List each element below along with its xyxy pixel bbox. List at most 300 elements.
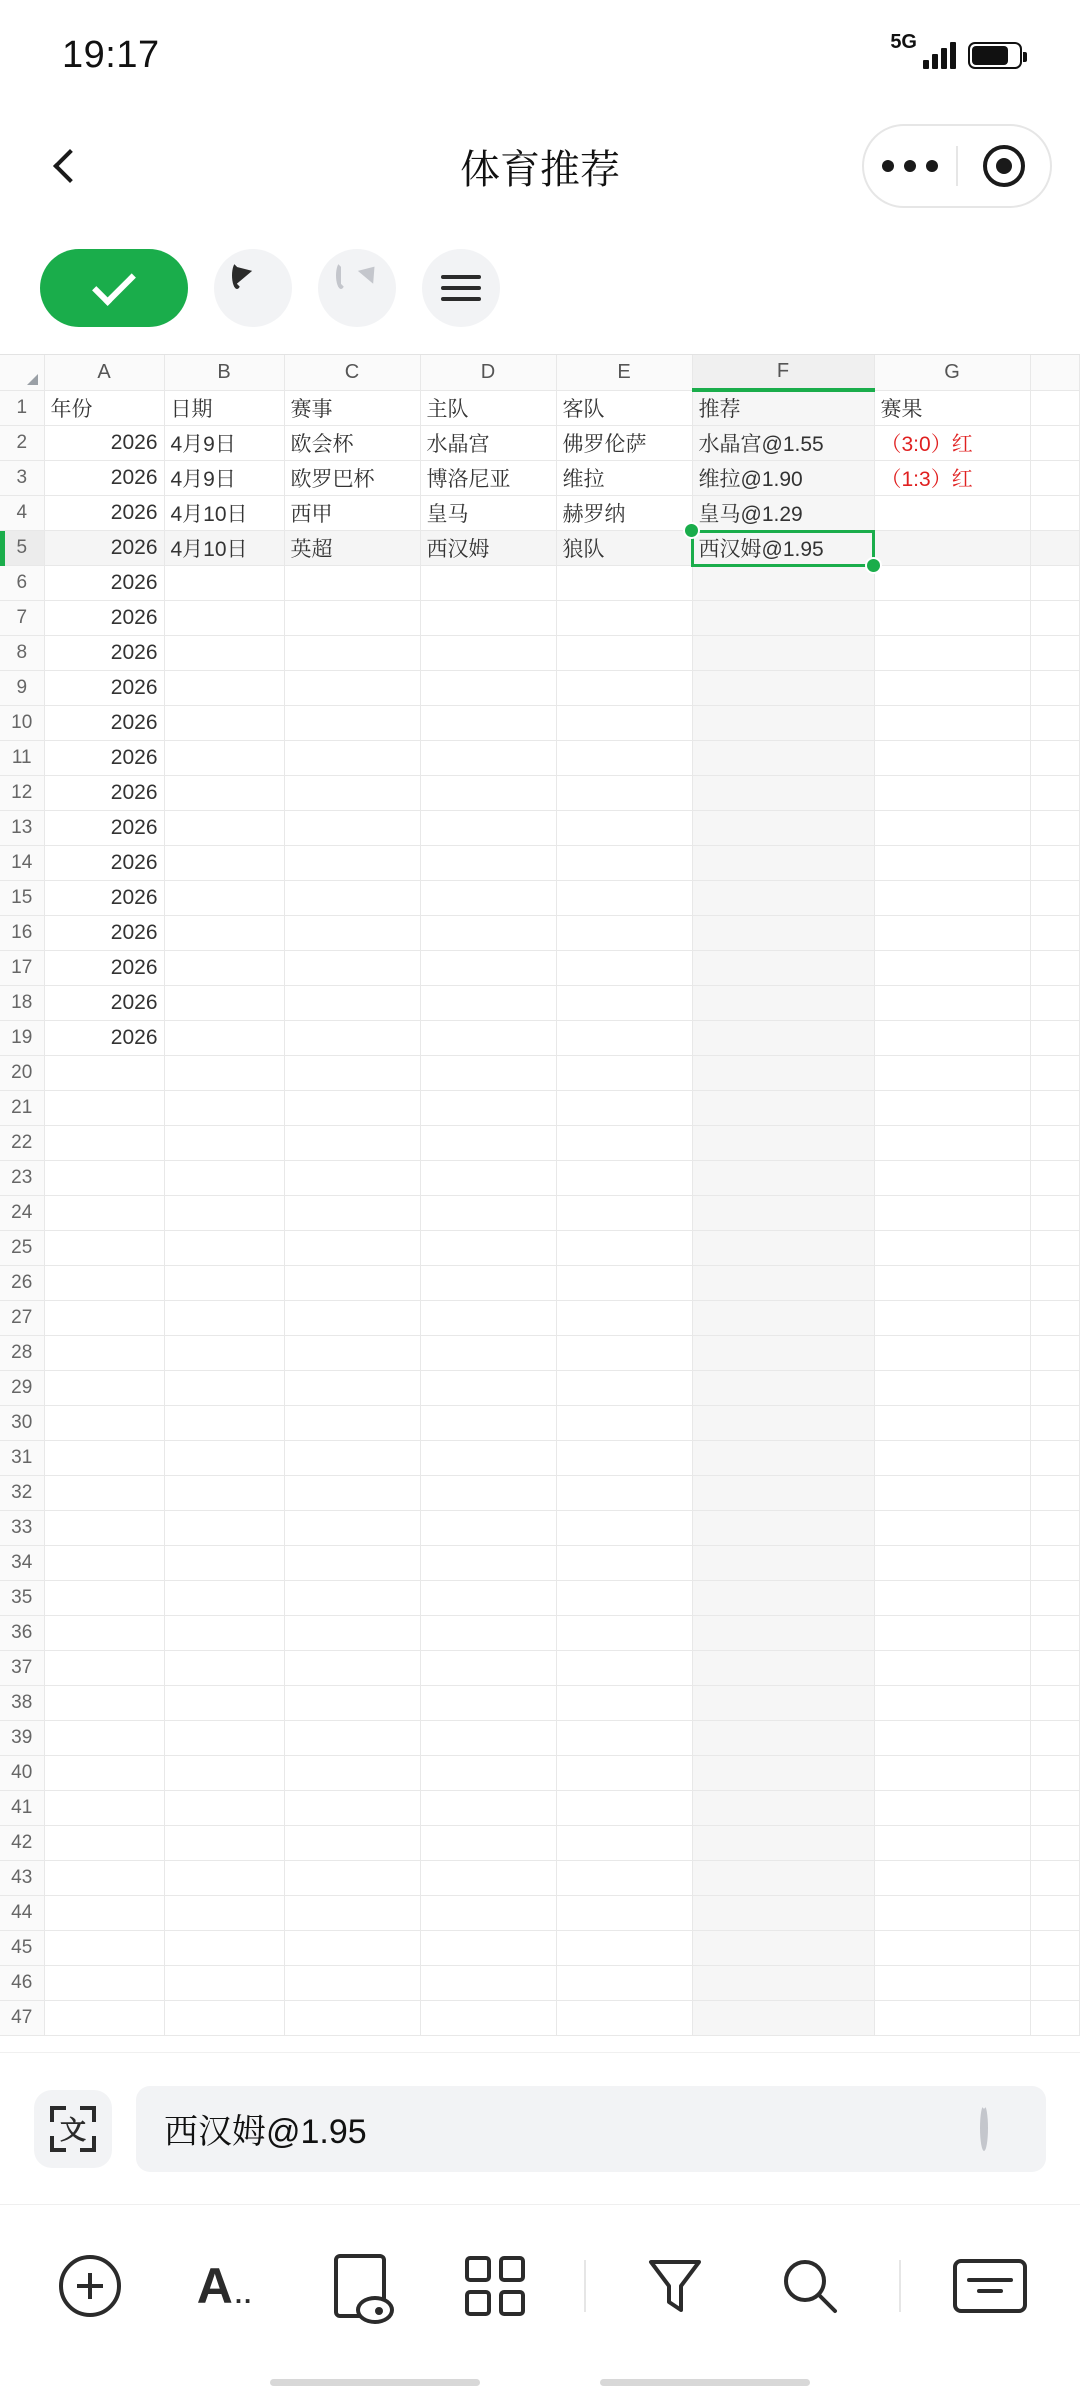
cell-D37[interactable] bbox=[420, 1650, 556, 1685]
cell-G7[interactable] bbox=[874, 600, 1030, 635]
cell-G38[interactable] bbox=[874, 1685, 1030, 1720]
cell-F24[interactable] bbox=[692, 1195, 874, 1230]
cell-B40[interactable] bbox=[164, 1755, 284, 1790]
cell-F10[interactable] bbox=[692, 705, 874, 740]
spreadsheet-body[interactable] bbox=[0, 390, 1080, 2035]
cell-G31[interactable] bbox=[874, 1440, 1030, 1475]
table-row[interactable] bbox=[0, 1160, 1080, 1195]
cell-B19[interactable] bbox=[164, 1020, 284, 1055]
cell-G25[interactable] bbox=[874, 1230, 1030, 1265]
cell-C38[interactable] bbox=[284, 1685, 420, 1720]
cell-E33[interactable] bbox=[556, 1510, 692, 1545]
cell-G6[interactable] bbox=[874, 565, 1030, 600]
table-row[interactable] bbox=[0, 1300, 1080, 1335]
formula-scan-icon[interactable]: 文 bbox=[34, 2090, 112, 2168]
cell-B6[interactable] bbox=[164, 565, 284, 600]
cell-C44[interactable] bbox=[284, 1895, 420, 1930]
cell-G10[interactable] bbox=[874, 705, 1030, 740]
cell-D17[interactable] bbox=[420, 950, 556, 985]
table-row[interactable] bbox=[0, 1755, 1080, 1790]
cell-H46[interactable] bbox=[1030, 1965, 1080, 2000]
cell-D15[interactable] bbox=[420, 880, 556, 915]
row-header-4[interactable]: 4 bbox=[0, 495, 44, 530]
table-row[interactable] bbox=[0, 1195, 1080, 1230]
table-row[interactable] bbox=[0, 2000, 1080, 2035]
spreadsheet[interactable] bbox=[0, 354, 1080, 2036]
cell-H9[interactable] bbox=[1030, 670, 1080, 705]
cell-E35[interactable] bbox=[556, 1580, 692, 1615]
undo-button[interactable] bbox=[214, 249, 292, 327]
cell-H31[interactable] bbox=[1030, 1440, 1080, 1475]
table-row[interactable] bbox=[0, 1055, 1080, 1090]
cell-D22[interactable] bbox=[420, 1125, 556, 1160]
cell-B43[interactable] bbox=[164, 1860, 284, 1895]
cell-B12[interactable] bbox=[164, 775, 284, 810]
cell-H21[interactable] bbox=[1030, 1090, 1080, 1125]
cell-B16[interactable] bbox=[164, 915, 284, 950]
cell-G42[interactable] bbox=[874, 1825, 1030, 1860]
cell-F16[interactable] bbox=[692, 915, 874, 950]
cell-C13[interactable] bbox=[284, 810, 420, 845]
table-row[interactable] bbox=[0, 705, 1080, 740]
table-row[interactable] bbox=[0, 1020, 1080, 1055]
row-header-11[interactable]: 11 bbox=[0, 740, 44, 775]
cell-F27[interactable] bbox=[692, 1300, 874, 1335]
cell-E32[interactable] bbox=[556, 1475, 692, 1510]
cell-C36[interactable] bbox=[284, 1615, 420, 1650]
cell-H6[interactable] bbox=[1030, 565, 1080, 600]
row-header-8[interactable]: 8 bbox=[0, 635, 44, 670]
row-header-9[interactable]: 9 bbox=[0, 670, 44, 705]
cell-A17[interactable]: 2026 bbox=[44, 950, 164, 985]
cell-B8[interactable] bbox=[164, 635, 284, 670]
cell-A42[interactable] bbox=[44, 1825, 164, 1860]
cell-G26[interactable] bbox=[874, 1265, 1030, 1300]
cell-H29[interactable] bbox=[1030, 1370, 1080, 1405]
cell-H1[interactable] bbox=[1030, 390, 1080, 425]
row-header-20[interactable]: 20 bbox=[0, 1055, 44, 1090]
row-header-25[interactable]: 25 bbox=[0, 1230, 44, 1265]
cell-C23[interactable] bbox=[284, 1160, 420, 1195]
cell-G16[interactable] bbox=[874, 915, 1030, 950]
row-header-22[interactable]: 22 bbox=[0, 1125, 44, 1160]
cell-B21[interactable] bbox=[164, 1090, 284, 1125]
cell-F17[interactable] bbox=[692, 950, 874, 985]
column-header-E[interactable]: E bbox=[556, 355, 692, 390]
cell-F26[interactable] bbox=[692, 1265, 874, 1300]
cell-D40[interactable] bbox=[420, 1755, 556, 1790]
cell-C32[interactable] bbox=[284, 1475, 420, 1510]
cell-F39[interactable] bbox=[692, 1720, 874, 1755]
more-dots-icon[interactable] bbox=[864, 160, 956, 172]
cell-F11[interactable] bbox=[692, 740, 874, 775]
table-row[interactable] bbox=[0, 1615, 1080, 1650]
cell-C40[interactable] bbox=[284, 1755, 420, 1790]
table-row[interactable] bbox=[0, 1335, 1080, 1370]
row-header-17[interactable]: 17 bbox=[0, 950, 44, 985]
cell-A45[interactable] bbox=[44, 1930, 164, 1965]
cell-H40[interactable] bbox=[1030, 1755, 1080, 1790]
cell-B39[interactable] bbox=[164, 1720, 284, 1755]
table-row[interactable] bbox=[0, 1510, 1080, 1545]
table-row[interactable] bbox=[0, 635, 1080, 670]
cell-F40[interactable] bbox=[692, 1755, 874, 1790]
cell-G30[interactable] bbox=[874, 1405, 1030, 1440]
redo-button[interactable] bbox=[318, 249, 396, 327]
cell-A21[interactable] bbox=[44, 1090, 164, 1125]
cell-H8[interactable] bbox=[1030, 635, 1080, 670]
cell-F13[interactable] bbox=[692, 810, 874, 845]
cell-D47[interactable] bbox=[420, 2000, 556, 2035]
cell-D23[interactable] bbox=[420, 1160, 556, 1195]
row-header-23[interactable]: 23 bbox=[0, 1160, 44, 1195]
cell-C9[interactable] bbox=[284, 670, 420, 705]
table-row[interactable] bbox=[0, 1930, 1080, 1965]
cell-B5[interactable]: 4月10日 bbox=[164, 530, 284, 565]
cell-G40[interactable] bbox=[874, 1755, 1030, 1790]
cell-B10[interactable] bbox=[164, 705, 284, 740]
cell-F32[interactable] bbox=[692, 1475, 874, 1510]
row-header-38[interactable]: 38 bbox=[0, 1685, 44, 1720]
cell-G19[interactable] bbox=[874, 1020, 1030, 1055]
reset-icon[interactable] bbox=[980, 2109, 1020, 2149]
row-header-39[interactable]: 39 bbox=[0, 1720, 44, 1755]
row-header-16[interactable]: 16 bbox=[0, 915, 44, 950]
cell-A26[interactable] bbox=[44, 1265, 164, 1300]
cell-E13[interactable] bbox=[556, 810, 692, 845]
cell-C19[interactable] bbox=[284, 1020, 420, 1055]
column-header-D[interactable]: D bbox=[420, 355, 556, 390]
table-row[interactable] bbox=[0, 1545, 1080, 1580]
cell-B37[interactable] bbox=[164, 1650, 284, 1685]
cell-C5[interactable]: 英超 bbox=[284, 530, 420, 565]
cell-G3[interactable]: （1:3）红 bbox=[874, 460, 1030, 495]
cell-D21[interactable] bbox=[420, 1090, 556, 1125]
cell-E7[interactable] bbox=[556, 600, 692, 635]
row-header-31[interactable]: 31 bbox=[0, 1440, 44, 1475]
cell-G9[interactable] bbox=[874, 670, 1030, 705]
cell-F19[interactable] bbox=[692, 1020, 874, 1055]
cell-F20[interactable] bbox=[692, 1055, 874, 1090]
cell-A14[interactable]: 2026 bbox=[44, 845, 164, 880]
cell-E1[interactable]: 客队 bbox=[556, 390, 692, 425]
row-header-43[interactable]: 43 bbox=[0, 1860, 44, 1895]
table-row[interactable] bbox=[0, 1265, 1080, 1300]
cell-F5[interactable]: 西汉姆@1.95 bbox=[692, 530, 874, 565]
cell-F44[interactable] bbox=[692, 1895, 874, 1930]
cell-B2[interactable]: 4月9日 bbox=[164, 425, 284, 460]
row-header-29[interactable]: 29 bbox=[0, 1370, 44, 1405]
cell-B33[interactable] bbox=[164, 1510, 284, 1545]
row-header-41[interactable]: 41 bbox=[0, 1790, 44, 1825]
cell-B4[interactable]: 4月10日 bbox=[164, 495, 284, 530]
cell-B34[interactable] bbox=[164, 1545, 284, 1580]
cell-B35[interactable] bbox=[164, 1580, 284, 1615]
table-row[interactable] bbox=[0, 950, 1080, 985]
cell-D45[interactable] bbox=[420, 1930, 556, 1965]
cell-C47[interactable] bbox=[284, 2000, 420, 2035]
cell-A41[interactable] bbox=[44, 1790, 164, 1825]
select-all-corner[interactable] bbox=[0, 355, 44, 390]
cell-G46[interactable] bbox=[874, 1965, 1030, 2000]
table-row[interactable] bbox=[0, 1475, 1080, 1510]
cell-A9[interactable]: 2026 bbox=[44, 670, 164, 705]
row-header-44[interactable]: 44 bbox=[0, 1895, 44, 1930]
cell-D26[interactable] bbox=[420, 1265, 556, 1300]
cell-D38[interactable] bbox=[420, 1685, 556, 1720]
cell-G12[interactable] bbox=[874, 775, 1030, 810]
add-button[interactable] bbox=[44, 2240, 136, 2332]
column-header-B[interactable]: B bbox=[164, 355, 284, 390]
row-header-47[interactable]: 47 bbox=[0, 2000, 44, 2035]
row-header-36[interactable]: 36 bbox=[0, 1615, 44, 1650]
cell-A16[interactable]: 2026 bbox=[44, 915, 164, 950]
cell-H36[interactable] bbox=[1030, 1615, 1080, 1650]
table-row[interactable] bbox=[0, 390, 1080, 425]
cell-B15[interactable] bbox=[164, 880, 284, 915]
cell-G11[interactable] bbox=[874, 740, 1030, 775]
cell-C4[interactable]: 西甲 bbox=[284, 495, 420, 530]
cell-A33[interactable] bbox=[44, 1510, 164, 1545]
cell-F47[interactable] bbox=[692, 2000, 874, 2035]
cell-D2[interactable]: 水晶宫 bbox=[420, 425, 556, 460]
keyboard-button[interactable] bbox=[944, 2240, 1036, 2332]
cell-C43[interactable] bbox=[284, 1860, 420, 1895]
cell-F3[interactable]: 维拉@1.90 bbox=[692, 460, 874, 495]
row-header-35[interactable]: 35 bbox=[0, 1580, 44, 1615]
row-header-10[interactable]: 10 bbox=[0, 705, 44, 740]
cell-A15[interactable]: 2026 bbox=[44, 880, 164, 915]
cell-C28[interactable] bbox=[284, 1335, 420, 1370]
cell-H12[interactable] bbox=[1030, 775, 1080, 810]
cell-G21[interactable] bbox=[874, 1090, 1030, 1125]
cell-G45[interactable] bbox=[874, 1930, 1030, 1965]
cell-G1[interactable]: 赛果 bbox=[874, 390, 1030, 425]
cell-H30[interactable] bbox=[1030, 1405, 1080, 1440]
cell-E31[interactable] bbox=[556, 1440, 692, 1475]
cell-H10[interactable] bbox=[1030, 705, 1080, 740]
cell-B36[interactable] bbox=[164, 1615, 284, 1650]
cell-G5[interactable] bbox=[874, 530, 1030, 565]
cell-E11[interactable] bbox=[556, 740, 692, 775]
cell-B20[interactable] bbox=[164, 1055, 284, 1090]
cell-H44[interactable] bbox=[1030, 1895, 1080, 1930]
cell-A30[interactable] bbox=[44, 1405, 164, 1440]
cell-F1[interactable]: 推荐 bbox=[692, 390, 874, 425]
selection-handle-end[interactable] bbox=[865, 557, 882, 574]
cell-B42[interactable] bbox=[164, 1825, 284, 1860]
cell-G35[interactable] bbox=[874, 1580, 1030, 1615]
cell-H41[interactable] bbox=[1030, 1790, 1080, 1825]
cell-F35[interactable] bbox=[692, 1580, 874, 1615]
cell-C31[interactable] bbox=[284, 1440, 420, 1475]
filter-button[interactable] bbox=[629, 2240, 721, 2332]
cell-H15[interactable] bbox=[1030, 880, 1080, 915]
cell-D18[interactable] bbox=[420, 985, 556, 1020]
cell-C39[interactable] bbox=[284, 1720, 420, 1755]
cell-C24[interactable] bbox=[284, 1195, 420, 1230]
row-header-33[interactable]: 33 bbox=[0, 1510, 44, 1545]
cell-E4[interactable]: 赫罗纳 bbox=[556, 495, 692, 530]
cell-H42[interactable] bbox=[1030, 1825, 1080, 1860]
cell-H26[interactable] bbox=[1030, 1265, 1080, 1300]
cell-F12[interactable] bbox=[692, 775, 874, 810]
row-header-21[interactable]: 21 bbox=[0, 1090, 44, 1125]
cell-H25[interactable] bbox=[1030, 1230, 1080, 1265]
row-header-7[interactable]: 7 bbox=[0, 600, 44, 635]
cell-B30[interactable] bbox=[164, 1405, 284, 1440]
table-row[interactable] bbox=[0, 565, 1080, 600]
cell-C12[interactable] bbox=[284, 775, 420, 810]
cell-B25[interactable] bbox=[164, 1230, 284, 1265]
row-header-28[interactable]: 28 bbox=[0, 1335, 44, 1370]
row-header-46[interactable]: 46 bbox=[0, 1965, 44, 2000]
table-row[interactable] bbox=[0, 1685, 1080, 1720]
cell-D32[interactable] bbox=[420, 1475, 556, 1510]
cell-A22[interactable] bbox=[44, 1125, 164, 1160]
cell-A7[interactable]: 2026 bbox=[44, 600, 164, 635]
cell-A4[interactable]: 2026 bbox=[44, 495, 164, 530]
table-row[interactable] bbox=[0, 1860, 1080, 1895]
cell-D6[interactable] bbox=[420, 565, 556, 600]
table-row[interactable] bbox=[0, 880, 1080, 915]
cell-H28[interactable] bbox=[1030, 1335, 1080, 1370]
cell-B47[interactable] bbox=[164, 2000, 284, 2035]
cell-G47[interactable] bbox=[874, 2000, 1030, 2035]
cell-D41[interactable] bbox=[420, 1790, 556, 1825]
cell-B22[interactable] bbox=[164, 1125, 284, 1160]
cell-E9[interactable] bbox=[556, 670, 692, 705]
cell-E36[interactable] bbox=[556, 1615, 692, 1650]
cell-E16[interactable] bbox=[556, 915, 692, 950]
cell-C20[interactable] bbox=[284, 1055, 420, 1090]
cell-F41[interactable] bbox=[692, 1790, 874, 1825]
cell-H20[interactable] bbox=[1030, 1055, 1080, 1090]
cell-C11[interactable] bbox=[284, 740, 420, 775]
cell-G44[interactable] bbox=[874, 1895, 1030, 1930]
cell-H16[interactable] bbox=[1030, 915, 1080, 950]
cell-D29[interactable] bbox=[420, 1370, 556, 1405]
formula-input[interactable] bbox=[136, 2086, 1046, 2172]
cell-B11[interactable] bbox=[164, 740, 284, 775]
cell-E45[interactable] bbox=[556, 1930, 692, 1965]
cell-A10[interactable]: 2026 bbox=[44, 705, 164, 740]
cell-C27[interactable] bbox=[284, 1300, 420, 1335]
row-header-6[interactable]: 6 bbox=[0, 565, 44, 600]
cell-E25[interactable] bbox=[556, 1230, 692, 1265]
cell-F36[interactable] bbox=[692, 1615, 874, 1650]
cell-B17[interactable] bbox=[164, 950, 284, 985]
cell-H27[interactable] bbox=[1030, 1300, 1080, 1335]
cell-D43[interactable] bbox=[420, 1860, 556, 1895]
cell-C46[interactable] bbox=[284, 1965, 420, 2000]
table-row[interactable] bbox=[0, 1650, 1080, 1685]
row-header-19[interactable]: 19 bbox=[0, 1020, 44, 1055]
row-header-32[interactable]: 32 bbox=[0, 1475, 44, 1510]
cell-G2[interactable]: （3:0）红 bbox=[874, 425, 1030, 460]
cell-D8[interactable] bbox=[420, 635, 556, 670]
column-header-G[interactable]: G bbox=[874, 355, 1030, 390]
menu-button[interactable] bbox=[422, 249, 500, 327]
cell-A38[interactable] bbox=[44, 1685, 164, 1720]
cell-E23[interactable] bbox=[556, 1160, 692, 1195]
cell-G18[interactable] bbox=[874, 985, 1030, 1020]
cell-G34[interactable] bbox=[874, 1545, 1030, 1580]
cell-F45[interactable] bbox=[692, 1930, 874, 1965]
table-row[interactable] bbox=[0, 1965, 1080, 2000]
cell-E26[interactable] bbox=[556, 1265, 692, 1300]
cell-B31[interactable] bbox=[164, 1440, 284, 1475]
cell-E17[interactable] bbox=[556, 950, 692, 985]
cell-F37[interactable] bbox=[692, 1650, 874, 1685]
cell-H37[interactable] bbox=[1030, 1650, 1080, 1685]
cell-C45[interactable] bbox=[284, 1930, 420, 1965]
cell-C10[interactable] bbox=[284, 705, 420, 740]
cell-F6[interactable] bbox=[692, 565, 874, 600]
table-row[interactable] bbox=[0, 1790, 1080, 1825]
row-header-26[interactable]: 26 bbox=[0, 1265, 44, 1300]
cell-D12[interactable] bbox=[420, 775, 556, 810]
cell-F46[interactable] bbox=[692, 1965, 874, 2000]
row-header-5[interactable]: 5 bbox=[0, 530, 44, 565]
table-row[interactable] bbox=[0, 775, 1080, 810]
table-row[interactable] bbox=[0, 1825, 1080, 1860]
cell-E18[interactable] bbox=[556, 985, 692, 1020]
cell-A27[interactable] bbox=[44, 1300, 164, 1335]
cell-B13[interactable] bbox=[164, 810, 284, 845]
cell-C1[interactable]: 赛事 bbox=[284, 390, 420, 425]
cell-F34[interactable] bbox=[692, 1545, 874, 1580]
cell-G36[interactable] bbox=[874, 1615, 1030, 1650]
cell-F7[interactable] bbox=[692, 600, 874, 635]
cell-B27[interactable] bbox=[164, 1300, 284, 1335]
cell-D1[interactable]: 主队 bbox=[420, 390, 556, 425]
cell-D28[interactable] bbox=[420, 1335, 556, 1370]
cell-G20[interactable] bbox=[874, 1055, 1030, 1090]
column-header-A[interactable]: A bbox=[44, 355, 164, 390]
cell-C6[interactable] bbox=[284, 565, 420, 600]
cell-F18[interactable] bbox=[692, 985, 874, 1020]
table-row[interactable] bbox=[0, 985, 1080, 1020]
cell-A3[interactable]: 2026 bbox=[44, 460, 164, 495]
table-row[interactable] bbox=[0, 810, 1080, 845]
cell-A20[interactable] bbox=[44, 1055, 164, 1090]
row-header-24[interactable]: 24 bbox=[0, 1195, 44, 1230]
cell-G27[interactable] bbox=[874, 1300, 1030, 1335]
document-preview-button[interactable] bbox=[314, 2240, 406, 2332]
cell-B38[interactable] bbox=[164, 1685, 284, 1720]
row-header-13[interactable]: 13 bbox=[0, 810, 44, 845]
table-row[interactable] bbox=[0, 460, 1080, 495]
cell-E28[interactable] bbox=[556, 1335, 692, 1370]
cell-G8[interactable] bbox=[874, 635, 1030, 670]
cell-F22[interactable] bbox=[692, 1125, 874, 1160]
cell-A25[interactable] bbox=[44, 1230, 164, 1265]
cell-G32[interactable] bbox=[874, 1475, 1030, 1510]
cell-D24[interactable] bbox=[420, 1195, 556, 1230]
spreadsheet-grid[interactable] bbox=[0, 355, 1080, 2036]
cell-A8[interactable]: 2026 bbox=[44, 635, 164, 670]
cell-E19[interactable] bbox=[556, 1020, 692, 1055]
cell-H2[interactable] bbox=[1030, 425, 1080, 460]
row-header-34[interactable]: 34 bbox=[0, 1545, 44, 1580]
cell-B28[interactable] bbox=[164, 1335, 284, 1370]
cell-E38[interactable] bbox=[556, 1685, 692, 1720]
cell-H45[interactable] bbox=[1030, 1930, 1080, 1965]
cell-A44[interactable] bbox=[44, 1895, 164, 1930]
cell-B14[interactable] bbox=[164, 845, 284, 880]
cell-F43[interactable] bbox=[692, 1860, 874, 1895]
